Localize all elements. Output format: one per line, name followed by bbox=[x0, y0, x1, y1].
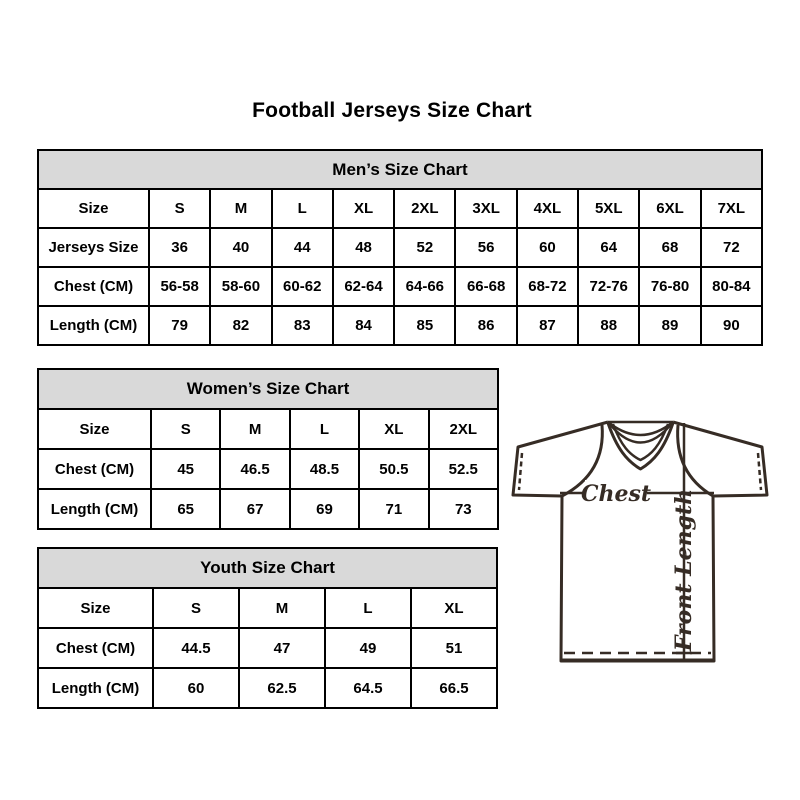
table-cell: 52.5 bbox=[429, 449, 498, 489]
row-label-cell: Length (CM) bbox=[38, 489, 151, 529]
table-cell: 51 bbox=[411, 628, 497, 668]
table-cell: 60-62 bbox=[272, 267, 333, 306]
table-cell: 62-64 bbox=[333, 267, 394, 306]
table-cell: 47 bbox=[239, 628, 325, 668]
table-cell: 83 bbox=[272, 306, 333, 345]
table-cell: 45 bbox=[151, 449, 220, 489]
table-cell: 64.5 bbox=[325, 668, 411, 708]
table-cell: 90 bbox=[701, 306, 762, 345]
table-cell: 89 bbox=[639, 306, 700, 345]
table-cell: 80-84 bbox=[701, 267, 762, 306]
table-cell: XL bbox=[359, 409, 428, 449]
table-cell: M bbox=[220, 409, 289, 449]
table-cell: 68-72 bbox=[517, 267, 578, 306]
table-cell: 46.5 bbox=[220, 449, 289, 489]
table-cell: 87 bbox=[517, 306, 578, 345]
table-cell: 3XL bbox=[455, 189, 516, 228]
table-cell: L bbox=[325, 588, 411, 628]
youth-size-chart-table bbox=[37, 547, 498, 709]
table-title-row bbox=[38, 369, 498, 409]
table-cell: 60 bbox=[153, 668, 239, 708]
front-length-label: Front Length bbox=[671, 488, 697, 652]
table-cell: 56 bbox=[455, 228, 516, 267]
table-title: Youth Size Chart bbox=[38, 548, 497, 588]
table-cell: 71 bbox=[359, 489, 428, 529]
table-cell: 49 bbox=[325, 628, 411, 668]
table-cell: 66-68 bbox=[455, 267, 516, 306]
table-row bbox=[38, 628, 497, 668]
table-row bbox=[38, 409, 498, 449]
table-cell: 82 bbox=[210, 306, 271, 345]
table-cell: 56-58 bbox=[149, 267, 210, 306]
table-cell: 68 bbox=[639, 228, 700, 267]
table-cell: 76-80 bbox=[639, 267, 700, 306]
page-title: Football Jerseys Size Chart bbox=[252, 99, 532, 122]
table-cell: L bbox=[290, 409, 359, 449]
table-row bbox=[38, 449, 498, 489]
table-cell: 64 bbox=[578, 228, 639, 267]
table-cell: 84 bbox=[333, 306, 394, 345]
table-cell: 52 bbox=[394, 228, 455, 267]
table-cell: M bbox=[239, 588, 325, 628]
womens-size-chart-table bbox=[37, 368, 499, 530]
table-cell: 62.5 bbox=[239, 668, 325, 708]
table-row bbox=[38, 489, 498, 529]
jersey-measurement-diagram bbox=[505, 408, 775, 673]
table-cell: 85 bbox=[394, 306, 455, 345]
row-label-cell: Chest (CM) bbox=[38, 628, 153, 668]
table-cell: 72 bbox=[701, 228, 762, 267]
table-title-row bbox=[38, 548, 497, 588]
left-cuff-stitch bbox=[519, 453, 522, 490]
table-cell: XL bbox=[333, 189, 394, 228]
table-cell: 60 bbox=[517, 228, 578, 267]
table-row bbox=[38, 189, 762, 228]
table-row bbox=[38, 588, 497, 628]
table-title: Women’s Size Chart bbox=[38, 369, 498, 409]
table-row bbox=[38, 668, 497, 708]
table-cell: 65 bbox=[151, 489, 220, 529]
jersey-icon bbox=[505, 408, 775, 673]
table-cell: 86 bbox=[455, 306, 516, 345]
table-cell: 2XL bbox=[429, 409, 498, 449]
table-cell: 4XL bbox=[517, 189, 578, 228]
row-label-cell: Size bbox=[38, 409, 151, 449]
table-cell: 48.5 bbox=[290, 449, 359, 489]
table-title: Men’s Size Chart bbox=[38, 150, 762, 189]
table-cell: 88 bbox=[578, 306, 639, 345]
jersey-outline bbox=[513, 422, 767, 661]
table-cell: 44.5 bbox=[153, 628, 239, 668]
table-cell: 69 bbox=[290, 489, 359, 529]
row-label-cell: Size bbox=[38, 189, 149, 228]
row-label-cell: Length (CM) bbox=[38, 668, 153, 708]
table-cell: 44 bbox=[272, 228, 333, 267]
table-cell: S bbox=[153, 588, 239, 628]
table-title-row bbox=[38, 150, 762, 189]
table-cell: 5XL bbox=[578, 189, 639, 228]
table-cell: 50.5 bbox=[359, 449, 428, 489]
row-label-cell: Size bbox=[38, 588, 153, 628]
right-cuff-stitch bbox=[758, 453, 761, 490]
table-cell: 48 bbox=[333, 228, 394, 267]
table-cell: XL bbox=[411, 588, 497, 628]
table-cell: 2XL bbox=[394, 189, 455, 228]
table-row bbox=[38, 267, 762, 306]
collar-back-arc-2 bbox=[608, 422, 673, 443]
table-cell: 36 bbox=[149, 228, 210, 267]
table-cell: 40 bbox=[210, 228, 271, 267]
table-cell: 64-66 bbox=[394, 267, 455, 306]
table-cell: 6XL bbox=[639, 189, 700, 228]
table-cell: S bbox=[151, 409, 220, 449]
row-label-cell: Chest (CM) bbox=[38, 267, 149, 306]
table-cell: 72-76 bbox=[578, 267, 639, 306]
mens-size-chart-table bbox=[37, 149, 763, 346]
table-cell: 73 bbox=[429, 489, 498, 529]
table-cell: 58-60 bbox=[210, 267, 271, 306]
row-label-cell: Length (CM) bbox=[38, 306, 149, 345]
table-cell: M bbox=[210, 189, 271, 228]
table-cell: 67 bbox=[220, 489, 289, 529]
row-label-cell: Chest (CM) bbox=[38, 449, 151, 489]
row-label-cell: Jerseys Size bbox=[38, 228, 149, 267]
table-row bbox=[38, 228, 762, 267]
table-cell: 79 bbox=[149, 306, 210, 345]
table-cell: L bbox=[272, 189, 333, 228]
table-cell: 66.5 bbox=[411, 668, 497, 708]
chest-label: Chest bbox=[580, 481, 652, 507]
table-row bbox=[38, 306, 762, 345]
table-cell: S bbox=[149, 189, 210, 228]
table-cell: 7XL bbox=[701, 189, 762, 228]
